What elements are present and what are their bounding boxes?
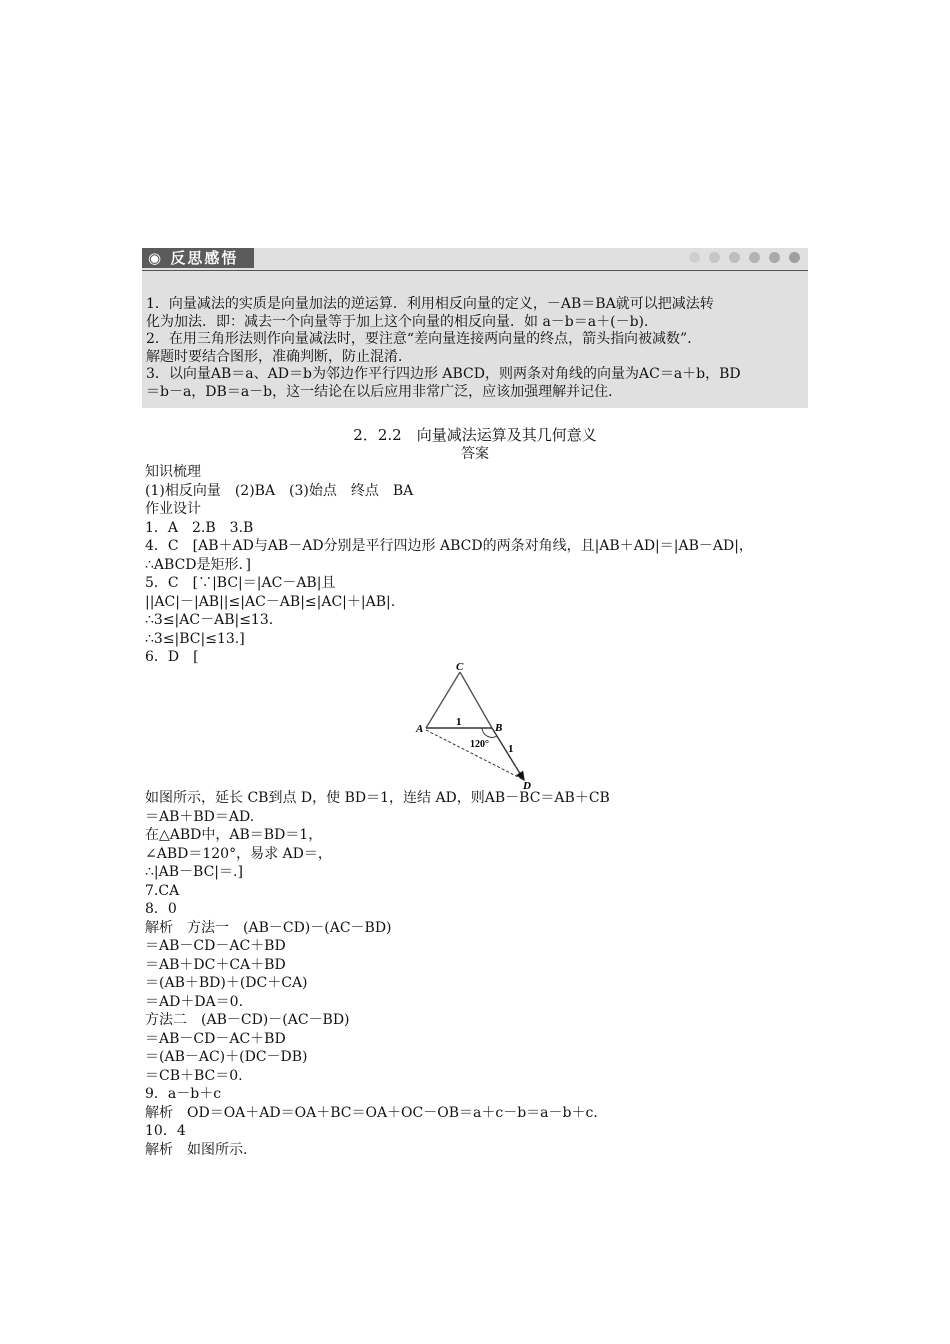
answer-line: ＝AB＋DC＋CA＋BD [145, 956, 286, 973]
reflection-line: ＝b－a，DB＝a－b，这一结论在以后应用非常广泛，应该加强理解并记住． [146, 383, 623, 400]
segment-cb [460, 672, 492, 728]
triangle-figure [412, 660, 542, 790]
answer-line: 解析 如图所示. [145, 1141, 248, 1158]
answer-line: 作业设计 [145, 501, 201, 517]
reflection-box-body [146, 296, 806, 401]
reflection-line: 1．向量减法的实质是向量加法的逆运算．利用相反向量的定义，－AB＝BA就可以把减法转 [146, 296, 714, 312]
answer-line: 知识梳理 [145, 464, 201, 480]
dot-icon [749, 252, 760, 263]
answer-line: ＝AD＋DA＝0. [145, 993, 244, 1010]
segment-ca [426, 672, 460, 728]
answer-line: ＝AB＋BD＝AD. [145, 808, 255, 825]
reflection-box-title [142, 248, 254, 268]
reflection-title-text: 反思感悟 [170, 249, 239, 267]
label-d: D [523, 780, 531, 790]
section-title: 2．2.2 向量减法运算及其几何意义 [353, 426, 597, 444]
answer-line: ∴3≤|BC|≤13.] [145, 630, 245, 647]
answer-line: 6．D [ [145, 649, 199, 665]
answer-line: 解析 方法一 (AB－CD)－(AC－BD) [145, 919, 392, 936]
answer-line: 5．C [∵|BC|＝|AC－AB|且 [145, 575, 336, 591]
dot-icon [709, 252, 720, 263]
reflection-line: 2．在用三角形法则作向量减法时，要注意“差向量连接两向量的终点，箭头指向被减数”． [146, 331, 702, 347]
answer-line: ||AC|－|AB||≤|AC－AB|≤|AC|＋|AB|. [145, 593, 396, 610]
answer-line: ∠ABD＝120°，易求 AD＝， [145, 845, 332, 862]
answer-line: (1)相反向量 (2)BA (3)始点 终点 BA [145, 482, 414, 499]
answer-line: ＝AB－CD－AC＋BD [145, 1030, 286, 1047]
bullet-circle-icon: ◉ [148, 249, 164, 267]
label-a: A [416, 723, 424, 735]
answer-line: 如图所示，延长 CB到点 D，使 BD＝1，连结 AD，则AB－BC＝AB＋CB [145, 790, 610, 806]
dot-icon [769, 252, 780, 263]
label-angle: 120° [470, 739, 489, 750]
reflection-line: 化为加法．即：减去一个向量等于加上这个向量的相反向量．如 a－b＝a＋(－b)． [146, 313, 658, 330]
label-c: C [456, 661, 464, 673]
answer-line: 方法二 (AB－CD)－(AC－BD) [145, 1012, 350, 1028]
label-ab-length: 1 [456, 716, 462, 728]
section-subtitle: 答案 [461, 445, 489, 462]
reflection-box-header [142, 248, 808, 271]
reflection-box [142, 248, 808, 408]
answer-line: ＝CB＋BC＝0. [145, 1067, 243, 1084]
label-b: B [495, 722, 503, 734]
answers-section [145, 426, 805, 667]
dot-icon [689, 252, 700, 263]
answer-line: ＝AB－CD－AC＋BD [145, 938, 286, 954]
answers-continued [145, 789, 805, 1159]
answer-line: ∴3≤|AC－AB|≤13. [145, 612, 274, 628]
answer-line: ＝(AB＋BD)＋(DC＋CA) [145, 975, 308, 991]
answer-line: 9．a－b＋c [145, 1086, 222, 1102]
reflection-line: 3．以向量AB＝a、AD＝b为邻边作平行四边形 ABCD，则两条对角线的向量为AC＝a＋b，BD [146, 366, 741, 382]
decorative-dots [689, 252, 800, 266]
answer-line: 10．4 [145, 1123, 186, 1139]
dot-icon [789, 252, 800, 263]
answer-line: 1．A 2.B 3.B [145, 519, 254, 536]
answer-line: 4．C [AB＋AD与AB－AD分别是平行四边形 ABCD的两条对角线，且|AB＋AD|＝|AB－AD|， [145, 538, 753, 554]
answer-line: ∴ABCD是矩形．] [145, 556, 251, 573]
answer-line: ∴|AB－BC|＝.] [145, 864, 243, 880]
answer-line: 在△ABD中，AB＝BD＝1， [145, 827, 323, 843]
reflection-line: 解题时要结合图形，准确判断，防止混淆． [146, 348, 412, 365]
dot-icon [729, 252, 740, 263]
label-bd-length: 1 [508, 743, 514, 755]
answer-line: 解析 OD＝OA＋AD＝OA＋BC＝OA＋OC－OB＝a＋c－b＝a－b＋c. [145, 1104, 598, 1121]
answer-line: 8．0 [145, 901, 177, 917]
answer-line: ＝(AB－AC)＋(DC－DB) [145, 1049, 308, 1065]
answer-line: 7.CA [145, 882, 180, 899]
